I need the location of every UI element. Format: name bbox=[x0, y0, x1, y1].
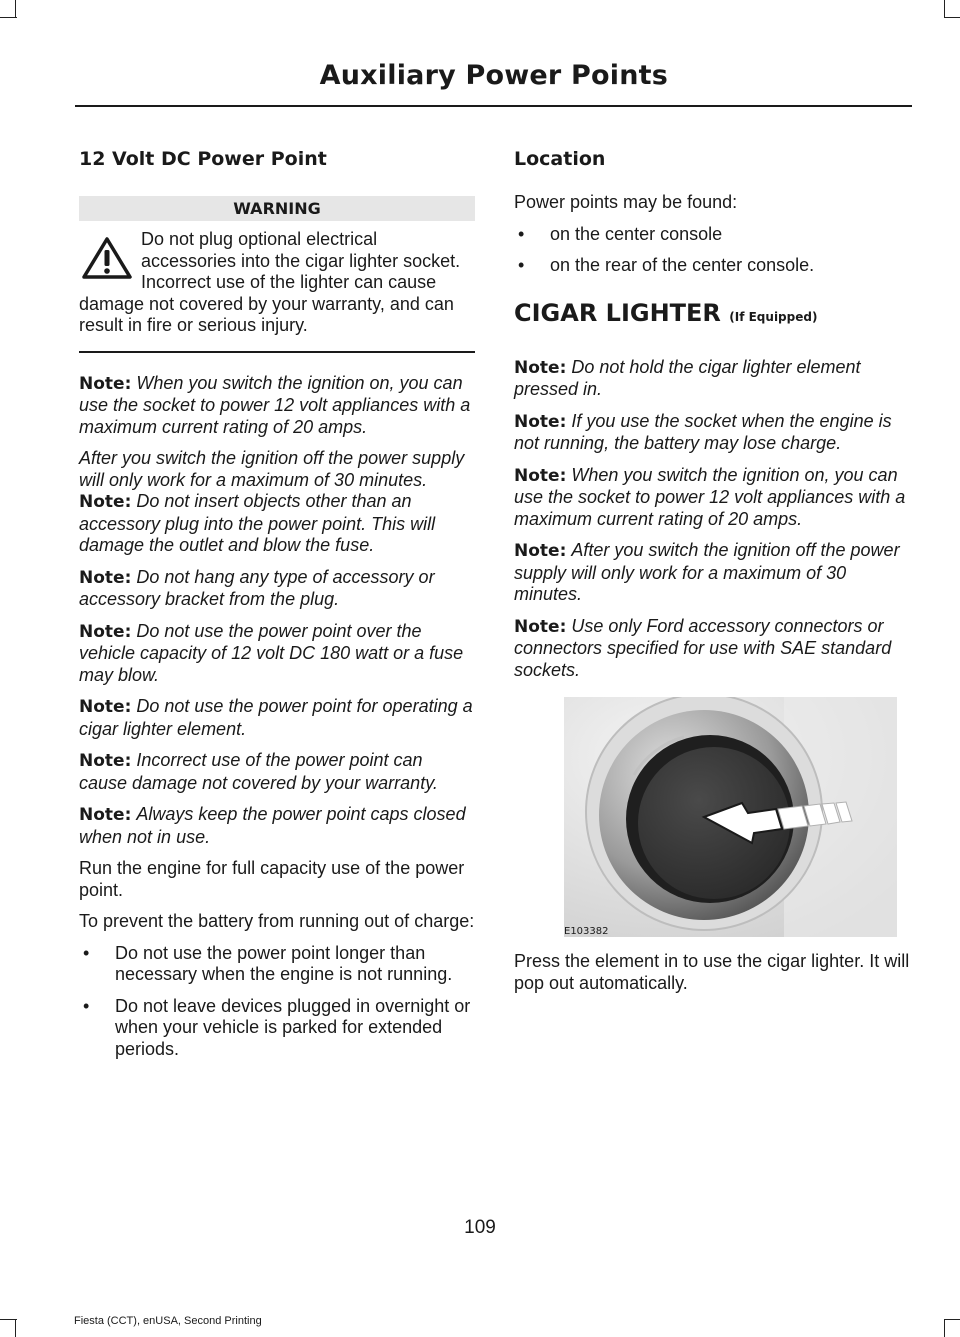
note-paragraph bbox=[79, 373, 475, 439]
note-text: Do not hang any type of accessory or accessory bracket from the plug. bbox=[79, 566, 435, 609]
header-rule bbox=[75, 105, 912, 107]
cigar-lighter-figure bbox=[564, 697, 897, 937]
right-column bbox=[514, 146, 910, 1004]
list-item-text: on the rear of the center console. bbox=[550, 255, 815, 275]
warning-label: WARNING bbox=[79, 196, 475, 221]
section-heading-power-point: 12 Volt DC Power Point bbox=[79, 148, 327, 170]
list-item bbox=[79, 943, 475, 986]
list-item-text: on the center console bbox=[550, 223, 723, 244]
note-label: Note: bbox=[514, 541, 567, 561]
note-label: Note: bbox=[79, 567, 132, 588]
list-item bbox=[514, 255, 910, 277]
note-text: Do not use the power point over the vehicle capacity of 12 volt DC 180 watt or a fuse may blow. bbox=[79, 620, 464, 685]
note-paragraph bbox=[79, 567, 475, 611]
warning-text: Do not plug optional electrical accessories into the cigar lighter socket. Incorrect use of the lighter can cause damage not covered by your warranty, and can result in fire or serious injury. bbox=[79, 229, 461, 335]
figure-caption: Press the element in to use the cigar lighter. It will pop out automatically. bbox=[514, 951, 910, 993]
note-paragraph bbox=[79, 804, 475, 848]
warning-rule bbox=[79, 351, 475, 353]
figure-id: E103382 bbox=[564, 926, 609, 937]
note-paragraph bbox=[514, 411, 910, 455]
italic-paragraph: After you switch the ignition off the power supply will only work for a maximum of 30 minutes. bbox=[79, 448, 465, 490]
note-paragraph bbox=[79, 621, 475, 687]
note-label: Note: bbox=[514, 357, 567, 378]
bullet: • bbox=[518, 223, 525, 244]
crop-mark bbox=[15, 0, 16, 18]
note-paragraph bbox=[79, 491, 475, 557]
note-text: When you switch the ignition on, you can use the socket to power 12 volt appliances with a maximum current rating of 20 amps. bbox=[514, 464, 906, 529]
page-number: 109 bbox=[464, 1217, 496, 1238]
note-paragraph bbox=[514, 616, 910, 682]
body-paragraph: To prevent the battery from running out of charge: bbox=[79, 911, 475, 931]
list-item bbox=[514, 224, 910, 246]
bullet: • bbox=[83, 995, 90, 1016]
page-footer: Fiesta (CCT), enUSA, Second Printing bbox=[74, 1315, 262, 1327]
list-item-text: Do not leave devices plugged in overnight or when your vehicle is parked for extended periods. bbox=[115, 995, 471, 1059]
note-text: When you switch the ignition on, you can use the socket to power 12 volt appliances with a maximum current rating of 20 amps. bbox=[79, 372, 471, 437]
note-label: Note: bbox=[79, 492, 132, 512]
note-label: Note: bbox=[514, 465, 567, 486]
note-label: Note: bbox=[79, 621, 132, 642]
body-paragraph: Run the engine for full capacity use of the power point. bbox=[79, 858, 465, 900]
note-text: Incorrect use of the power point can cause damage not covered by your warranty. bbox=[79, 750, 438, 793]
crop-mark bbox=[15, 1319, 16, 1337]
note-text: Always keep the power point caps closed when not in use. bbox=[79, 804, 466, 847]
list-item bbox=[79, 996, 475, 1061]
crop-mark bbox=[944, 0, 945, 18]
crop-mark bbox=[944, 17, 960, 18]
left-column bbox=[79, 146, 475, 1070]
crop-mark bbox=[944, 1319, 960, 1320]
cigar-lighter-illustration bbox=[564, 697, 897, 937]
bullet: • bbox=[83, 942, 90, 963]
warning-box bbox=[79, 229, 475, 337]
list-item-text: Do not use the power point longer than necessary when the engine is not running. bbox=[115, 942, 453, 984]
page-header-title: Auxiliary Power Points bbox=[319, 60, 668, 91]
location-list bbox=[514, 224, 910, 277]
section-title: CIGAR LIGHTER bbox=[514, 298, 721, 327]
crop-mark bbox=[944, 1319, 945, 1337]
note-label: Note: bbox=[79, 373, 132, 394]
section-qualifier: (If Equipped) bbox=[729, 309, 818, 324]
note-label: Note: bbox=[79, 697, 132, 717]
note-label: Note: bbox=[514, 411, 567, 432]
section-title-cigar-lighter bbox=[514, 299, 910, 331]
note-paragraph bbox=[514, 357, 910, 401]
note-paragraph bbox=[514, 540, 910, 606]
note-label: Note: bbox=[79, 805, 132, 825]
note-paragraph bbox=[79, 696, 475, 740]
note-text: Use only Ford accessory connectors or connectors specified for use with SAE standard sockets. bbox=[514, 615, 892, 680]
note-label: Note: bbox=[514, 616, 567, 637]
crop-mark bbox=[0, 17, 17, 18]
bullet-list bbox=[79, 943, 475, 1061]
body-paragraph: Power points may be found: bbox=[514, 192, 738, 212]
note-text: Do not use the power point for operating a cigar lighter element. bbox=[79, 696, 473, 739]
note-text: Do not hold the cigar lighter element pressed in. bbox=[514, 356, 861, 399]
note-text: After you switch the ignition off the power supply will only work for a maximum of 30 minutes. bbox=[514, 540, 900, 604]
note-label: Note: bbox=[79, 751, 132, 771]
bullet: • bbox=[518, 255, 525, 275]
note-paragraph bbox=[79, 750, 475, 794]
note-text: If you use the socket when the engine is not running, the battery may lose charge. bbox=[514, 410, 892, 453]
warning-triangle-icon bbox=[81, 235, 133, 281]
note-paragraph bbox=[514, 465, 910, 531]
note-text: Do not insert objects other than an accessory plug into the power point. This will damage the outlet and blow the fuse. bbox=[79, 491, 436, 555]
crop-mark bbox=[0, 1319, 17, 1320]
section-heading-location: Location bbox=[514, 148, 606, 170]
